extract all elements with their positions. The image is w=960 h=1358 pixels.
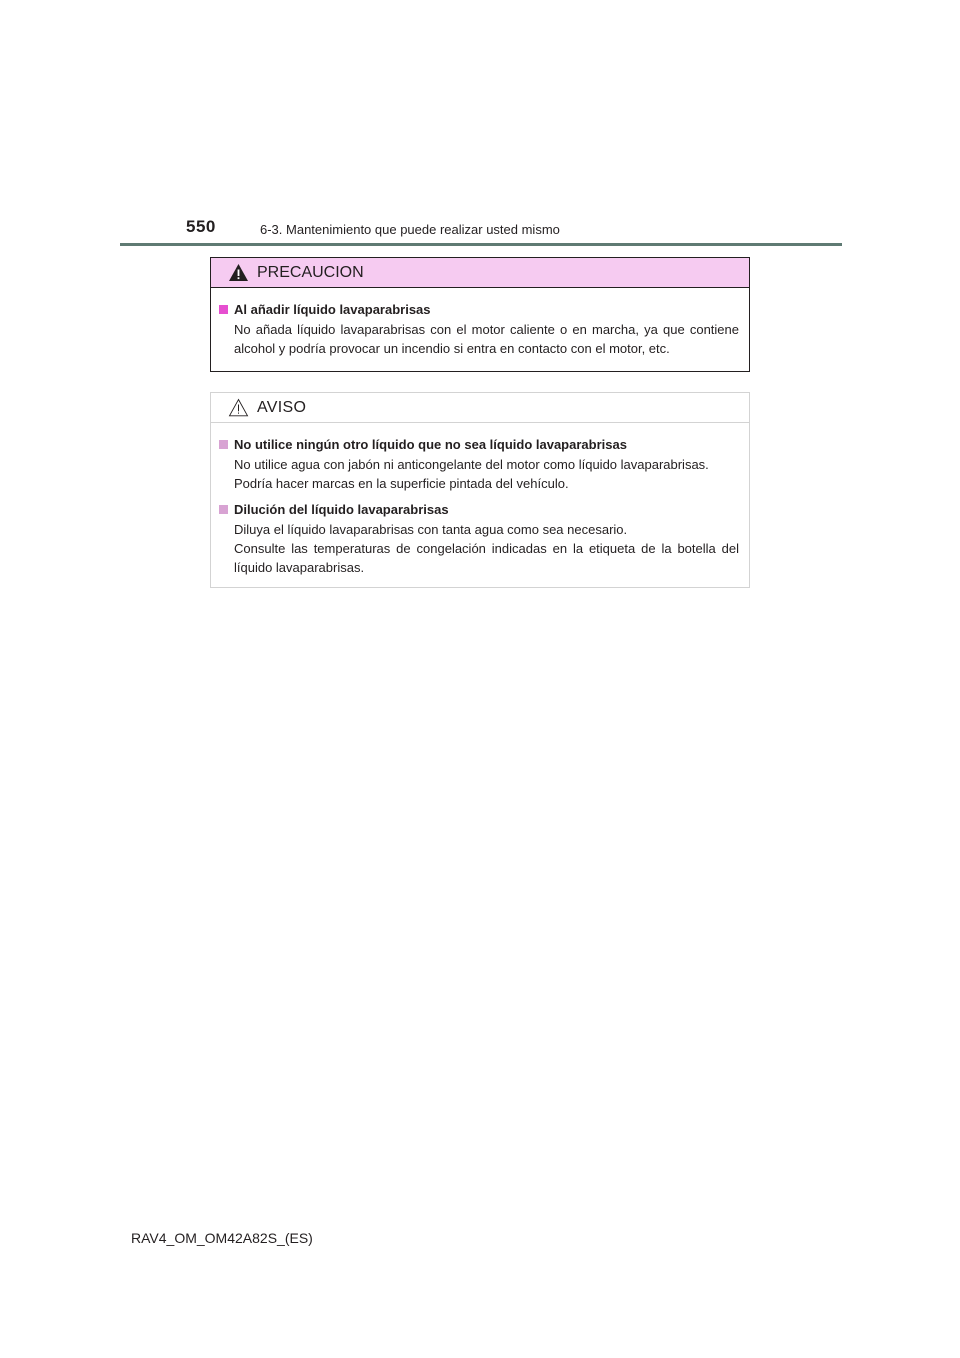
warning-triangle-outline-icon (228, 398, 249, 417)
page-number: 550 (186, 217, 216, 236)
notice-header (211, 393, 749, 423)
square-bullet-icon (219, 440, 228, 449)
caution-item-line: No añada líquido lavaparabrisas con el motor caliente o en marcha, ya que contiene alcohol y podría provocar un incendio si entra en contacto con el motor, etc. (234, 322, 739, 356)
notice-item-line: No utilice agua con jabón ni anticongelante del motor como líquido lavaparabrisas. (234, 457, 709, 472)
notice-label: AVISO (257, 398, 307, 416)
notice-item-title-text: Dilución del líquido lavaparabrisas (234, 502, 449, 517)
caution-header (211, 258, 749, 288)
caution-body (211, 288, 749, 358)
caution-box (210, 257, 750, 372)
notice-item (219, 435, 739, 493)
caution-item (219, 300, 739, 358)
square-bullet-icon (219, 305, 228, 314)
notice-item-title (219, 500, 739, 519)
footer-doc-code: RAV4_OM_OM42A82S_(ES) (131, 1230, 313, 1246)
notice-item-text (219, 520, 739, 577)
notice-box (210, 392, 750, 588)
notice-item-title-text: No utilice ningún otro líquido que no sea líquido lavaparabrisas (234, 437, 627, 452)
caution-label: PRECAUCION (257, 263, 364, 281)
notice-item (219, 500, 739, 577)
notice-item-line: Podría hacer marcas en la superficie pintada del vehículo. (234, 476, 569, 491)
notice-item-line: Consulte las temperaturas de congelación indicadas en la etiqueta de la botella del líquido lavaparabrisas. (234, 541, 739, 575)
notice-item-text (219, 455, 739, 493)
notice-item-line: Diluya el líquido lavaparabrisas con tanta agua como sea necesario. (234, 522, 628, 537)
caution-item-title-text: Al añadir líquido lavaparabrisas (234, 302, 431, 317)
square-bullet-icon (219, 505, 228, 514)
caution-item-title (219, 300, 739, 319)
notice-body (211, 423, 749, 577)
section-title: 6-3. Mantenimiento que puede realizar usted mismo (260, 222, 560, 237)
notice-item-title (219, 435, 739, 454)
header-divider (120, 243, 842, 246)
warning-triangle-filled-icon (228, 263, 249, 282)
caution-item-text (219, 320, 739, 358)
